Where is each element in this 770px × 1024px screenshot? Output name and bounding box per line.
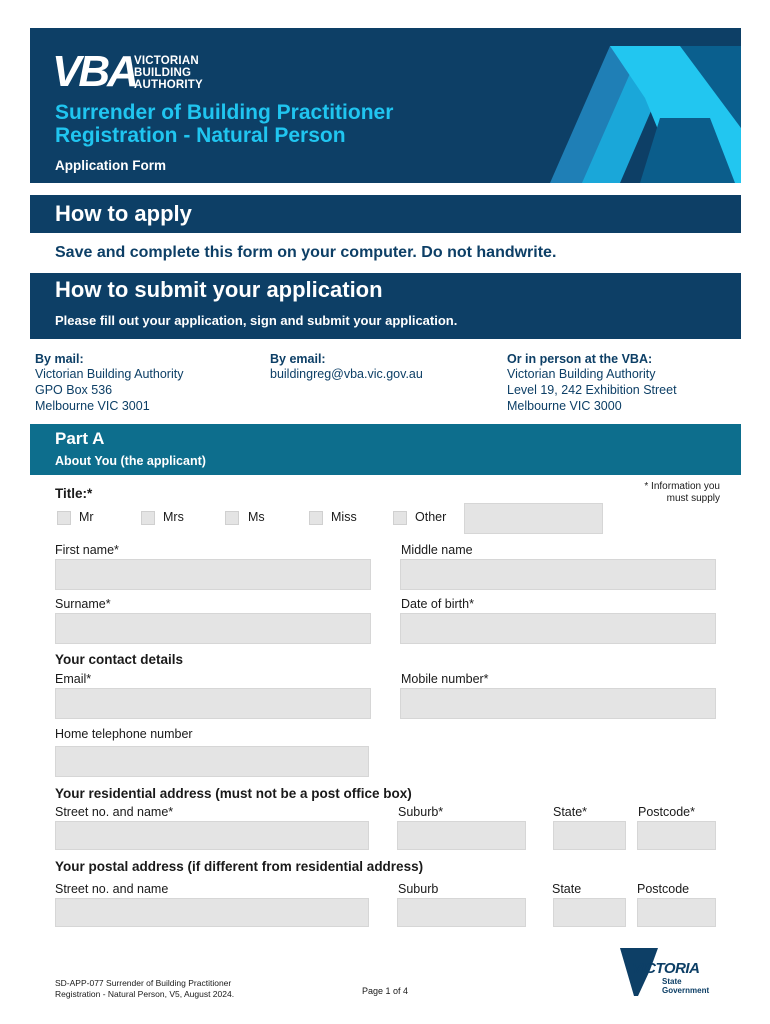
title-other-input[interactable] [464,503,603,534]
contact-in-person: Or in person at the VBA: Victorian Building Authority Level 19, 242 Exhibition Street Melbourne VIC 3000 [507,352,677,413]
contact-details-heading: Your contact details [55,652,184,667]
vba-logo-text: VICTORIAN BUILDING AUTHORITY [134,55,203,91]
post-state-label: State [552,882,582,896]
email-label: Email* [55,672,92,686]
title-other-label: Other [415,510,447,524]
post-suburb-input[interactable] [397,898,526,927]
email-link[interactable]: buildingreg@vba.vic.gov.au [270,367,423,381]
part-a-sub: About You (the applicant) [55,454,206,468]
res-state-label: State* [553,805,588,819]
post-street-input[interactable] [55,898,369,927]
how-to-submit-banner [30,273,741,339]
res-suburb-input[interactable] [397,821,526,850]
title-mrs-checkbox[interactable] [141,511,155,525]
doc-reference: SD-APP-077 Surrender of Building Practitioner Registration - Natural Person, V5, August 2024. [55,978,235,999]
contact-mail: By mail: Victorian Building Authority GPO Box 536 Melbourne VIC 3001 [35,352,184,413]
res-postcode-label: Postcode* [638,805,695,819]
mobile-input[interactable] [400,688,716,719]
title-mr-checkbox[interactable] [57,511,71,525]
title-miss-checkbox[interactable] [309,511,323,525]
post-street-label: Street no. and name [55,882,169,896]
residential-heading: Your residential address (must not be a post office box) [55,786,412,801]
post-postcode-input[interactable] [637,898,716,927]
title-label: Title:* [55,486,93,501]
title-miss-label: Miss [331,510,357,524]
title-mrs-label: Mrs [163,510,184,524]
first-name-input[interactable] [55,559,371,590]
header-banner [30,28,741,183]
post-state-input[interactable] [553,898,626,927]
res-suburb-label: Suburb* [398,805,444,819]
victoria-gov-logo: VICTORIA State Government [620,946,720,998]
middle-name-label: Middle name [401,543,473,557]
surname-input[interactable] [55,613,371,644]
how-to-submit-sub: Please fill out your application, sign and submit your application. [55,313,458,328]
post-suburb-label: Suburb [398,882,439,896]
required-note: * Information you must supply [644,481,720,504]
first-name-label: First name* [55,543,119,557]
how-to-submit-heading: How to submit your application [55,277,383,302]
dob-label: Date of birth* [401,597,474,611]
home-phone-input[interactable] [55,746,369,777]
form-title: Surrender of Building Practitioner Registration - Natural Person [55,101,394,147]
res-state-input[interactable] [553,821,626,850]
save-note: Save and complete this form on your computer. Do not handwrite. [55,244,557,261]
title-mr-label: Mr [79,510,94,524]
res-postcode-input[interactable] [637,821,716,850]
post-postcode-label: Postcode [637,882,690,896]
dob-input[interactable] [400,613,716,644]
how-to-apply-banner [30,195,741,233]
title-ms-checkbox[interactable] [225,511,239,525]
email-input[interactable] [55,688,371,719]
surname-label: Surname* [55,597,111,611]
res-street-label: Street no. and name* [55,805,174,819]
title-ms-label: Ms [248,510,265,524]
part-a-heading: Part A [55,429,105,448]
middle-name-input[interactable] [400,559,716,590]
res-street-input[interactable] [55,821,369,850]
part-a-banner [30,424,741,475]
mobile-label: Mobile number* [401,672,489,686]
header-graphic [530,28,741,183]
form-subtitle: Application Form [55,158,166,173]
how-to-apply-heading: How to apply [55,201,192,226]
vba-logo-mark: VBA [52,47,136,96]
page-number: Page 1 of 4 [362,986,409,996]
title-other-checkbox[interactable] [393,511,407,525]
postal-heading: Your postal address (if different from residential address) [55,859,424,874]
contact-email: By email: buildingreg@vba.vic.gov.au [270,352,423,381]
home-phone-label: Home telephone number [55,727,193,741]
